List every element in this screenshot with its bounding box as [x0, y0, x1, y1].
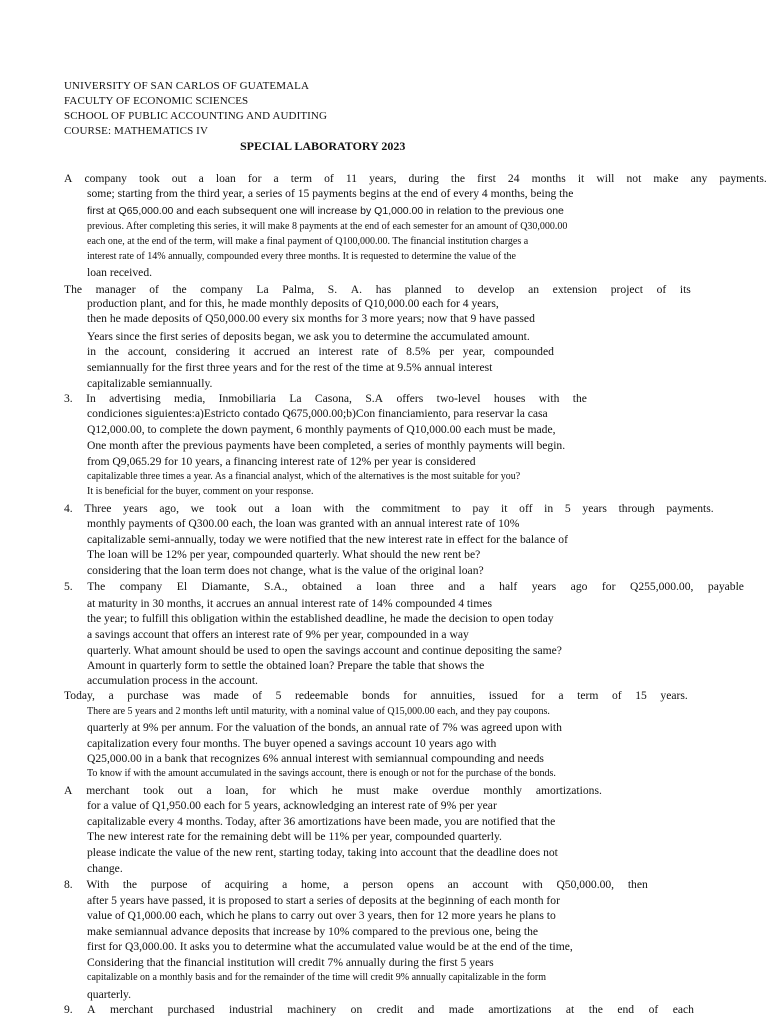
body-line: quarterly.: [87, 988, 131, 1001]
body-line: capitalizable three times a year. As a financial analyst, which of the alternatives is the most suitable for you?: [87, 471, 521, 482]
body-line: To know if with the amount accumulated in the savings account, there is enough or not for the purchase of the bonds.: [87, 768, 556, 779]
body-line: 4. Three years ago, we took out a loan with the commitment to pay it off in 5 years through payments.: [64, 502, 714, 515]
body-line: first at Q65,000.00 and each subsequent one will increase by Q1,000.00 in relation to the previous one: [87, 205, 564, 217]
body-line: production plant, and for this, he made monthly deposits of Q10,000.00 each for 4 years,: [87, 297, 499, 310]
body-line: first for Q3,000.00. It asks you to determine what the accumulated value would be at the end of the time,: [87, 940, 573, 953]
body-line: 3. In advertising media, Inmobiliaria La Casona, S.A offers two-level houses with the: [64, 392, 587, 405]
body-line: Considering that the financial institution will credit 7% annually during the first 5 years: [87, 956, 494, 969]
header-university: UNIVERSITY OF SAN CARLOS OF GUATEMALA: [64, 80, 310, 92]
header-faculty: FACULTY OF ECONOMIC SCIENCES: [64, 95, 249, 107]
body-line: A company took out a loan for a term of 11 years, during the first 24 months it will not make any payments.: [64, 172, 767, 185]
body-line: Years since the first series of deposits began, we ask you to determine the accumulated amount.: [87, 330, 530, 343]
body-line: Today, a purchase was made of 5 redeemable bonds for annuities, issued for a term of 15 years.: [64, 689, 688, 702]
body-line: after 5 years have passed, it is proposed to start a series of deposits at the beginning of each month for: [87, 894, 560, 907]
body-line: quarterly at 9% per annum. For the valuation of the bonds, an annual rate of 7% was agreed upon with: [87, 721, 562, 734]
body-line: A merchant took out a loan, for which he must make overdue monthly amortizations.: [64, 784, 602, 797]
body-line: accumulation process in the account.: [87, 674, 258, 687]
page-title: SPECIAL LABORATORY 2023: [240, 139, 406, 153]
body-line: make semiannual advance deposits that increase by 10% compared to the previous one, being the: [87, 925, 539, 938]
body-line: quarterly. What amount should be used to open the savings account and continue depositing the same?: [87, 644, 562, 657]
body-line: capitalization every four months. The buyer opened a savings account 10 years ago with: [87, 737, 497, 750]
body-line: for a value of Q1,950.00 each for 5 years, acknowledging an interest rate of 9% per year: [87, 799, 497, 812]
body-line: capitalizable semiannually.: [87, 377, 213, 390]
body-line: The manager of the company La Palma, S. A. has planned to develop an extension project of its: [64, 283, 691, 296]
body-line: 8. With the purpose of acquiring a home, a person opens an account with Q50,000.00, then: [64, 878, 648, 891]
body-line: monthly payments of Q300.00 each, the loan was granted with an annual interest rate of 10%: [87, 517, 520, 530]
body-line: some; starting from the third year, a series of 15 payments begins at the end of every 4 months, being the: [87, 187, 574, 200]
body-line: It is beneficial for the buyer, comment on your response.: [87, 486, 314, 497]
body-line: change.: [87, 862, 123, 875]
body-line: There are 5 years and 2 months left until maturity, with a nominal value of Q15,000.00 each, and they pay coupons.: [87, 706, 550, 717]
body-line: interest rate of 14% annually, compounded every three months. It is requested to determine the value of the: [87, 251, 516, 262]
body-line: Amount in quarterly form to settle the obtained loan? Prepare the table that shows the: [87, 659, 485, 672]
body-line: Q12,000.00, to complete the down payment, 6 monthly payments of Q10,000.00 each must be made,: [87, 423, 556, 436]
header-course: COURSE: MATHEMATICS IV: [64, 125, 208, 137]
body-line: from Q9,065.29 for 10 years, a financing interest rate of 12% per year is considered: [87, 455, 476, 468]
body-line: capitalizable semi-annually, today we were notified that the new interest rate in effect for the balance of: [87, 533, 568, 546]
body-line: semiannually for the first three years and for the rest of the time at 9.5% annual interest: [87, 361, 493, 374]
body-line: Q25,000.00 in a bank that recognizes 6% annual interest with semiannual compounding and needs: [87, 752, 544, 765]
body-line: condiciones siguientes:a)Estricto contado Q675,000.00;b)Con financiamiento, para reservar la casa: [87, 407, 548, 420]
body-line: each one, at the end of the term, will make a final payment of Q100,000.00. The financial institution charges a: [87, 236, 529, 247]
body-line: The new interest rate for the remaining debt will be 11% per year, compounded quarterly.: [87, 830, 502, 843]
body-line: the year; to fulfill this obligation within the established deadline, he made the decision to open today: [87, 612, 554, 625]
body-line: capitalizable every 4 months. Today, after 36 amortizations have been made, you are notified that the: [87, 815, 556, 828]
body-line: The loan will be 12% per year, compounded quarterly. What should the new rent be?: [87, 548, 481, 561]
body-line: at maturity in 30 months, it accrues an annual interest rate of 14% compounded 4 times: [87, 597, 493, 610]
body-line: loan received.: [87, 266, 153, 279]
body-line: then he made deposits of Q50,000.00 every six months for 3 more years; now that 9 have passed: [87, 312, 535, 325]
body-line: a savings account that offers an interest rate of 9% per year, compounded in a way: [87, 628, 469, 641]
body-line: 5. The company El Diamante, S.A., obtained a loan three and a half years ago for Q255,000.00, payable: [64, 580, 744, 593]
body-line: value of Q1,000.00 each, which he plans to carry out over 3 years, then for 12 more years he plans to: [87, 909, 556, 922]
body-line: considering that the loan term does not change, what is the value of the original loan?: [87, 564, 484, 577]
body-line: previous. After completing this series, it will make 8 payments at the end of each semester for an amount of Q30,000.00: [87, 221, 568, 232]
body-line: in the account, considering it accrued an interest rate of 8.5% per year, compounded: [87, 345, 554, 358]
body-line: 9. A merchant purchased industrial machinery on credit and made amortizations at the end of each: [64, 1003, 694, 1016]
header-school: SCHOOL OF PUBLIC ACCOUNTING AND AUDITING: [64, 110, 328, 122]
body-line: One month after the previous payments have been completed, a series of monthly payments will begin.: [87, 439, 566, 452]
body-line: please indicate the value of the new rent, starting today, taking into account that the deadline does not: [87, 846, 558, 859]
body-line: capitalizable on a monthly basis and for the remainder of the time will credit 9% annually capitalizable in the form: [87, 972, 547, 983]
